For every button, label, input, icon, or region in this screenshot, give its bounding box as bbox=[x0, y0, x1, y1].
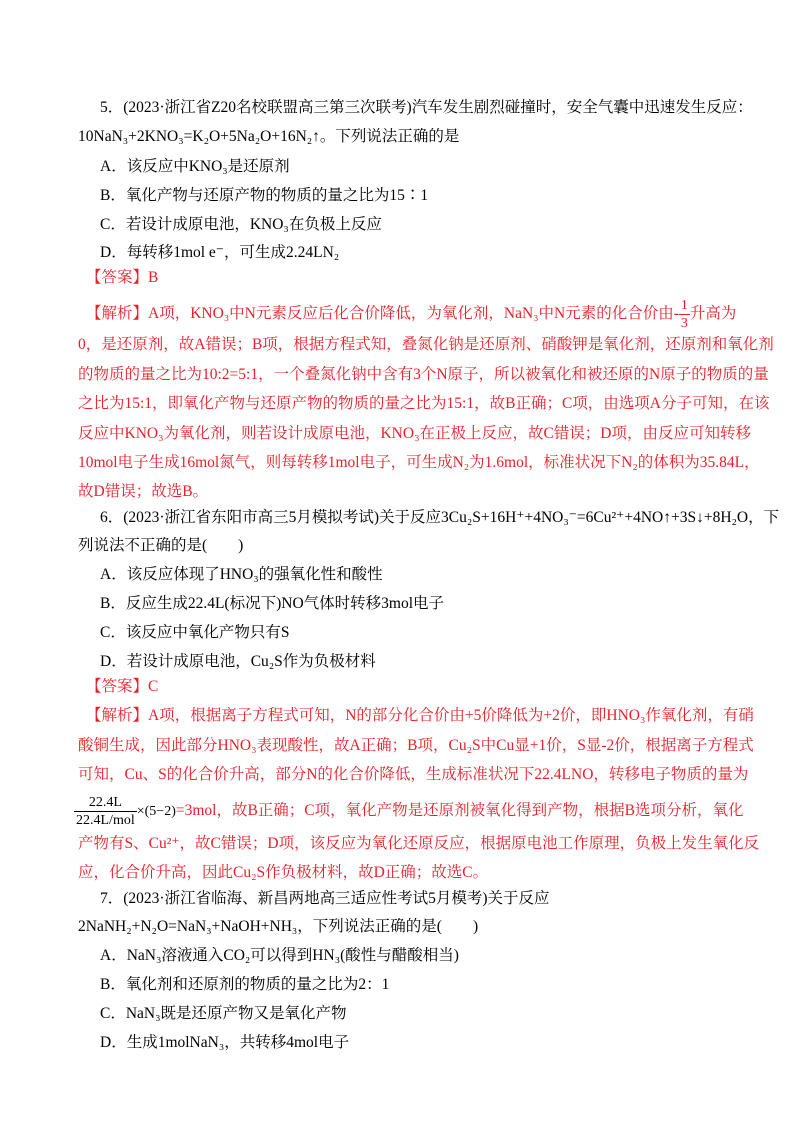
q6-fraction-denominator: 22.4L/mol bbox=[76, 813, 135, 828]
q6-analysis-line-6: 应，化合价升高，因此Cu₂S作负极材料，故D正确；故选C。 bbox=[78, 864, 489, 881]
q5-option-d: D．每转移1mol e⁻，可生成2.24LN₂ bbox=[100, 244, 340, 261]
q7-option-d: D．生成1molNaN₃，共转移4mol电子 bbox=[100, 1034, 350, 1051]
q6-option-a: A．该反应体现了HNO₃的强氧化性和酸性 bbox=[100, 566, 383, 583]
q6-multiplier: ×(5−2) bbox=[136, 804, 176, 820]
q6-analysis-text-4: =3mol，故B正确；C项，氧化产物是还原剂被氧化得到产物，根据B选项分析，氧化 bbox=[175, 802, 744, 820]
q6-option-c: C．该反应中氧化产物只有S bbox=[100, 624, 290, 641]
q5-analysis-line-2: 0，是还原剂，故A错误；B项，根据方程式知，叠氮化钠是还原剂、硝酸钾是氧化剂，还原剂和氧化剂 bbox=[78, 336, 774, 353]
q5-analysis-line-1 bbox=[86, 297, 736, 332]
q5-fraction bbox=[679, 297, 690, 332]
q5-fraction-denominator: 3 bbox=[680, 316, 688, 331]
q7-stem-line-1: 7．(2023·浙江省临海、新昌两地高三适应性考试5月模考)关于反应 bbox=[100, 890, 550, 907]
q5-analysis-line-7: 故D错误；故选B。 bbox=[78, 483, 209, 500]
q5-stem-line-2: 10NaN₃+2KNO₃=K₂O+5Na₂O+16N₂↑。下列说法正确的是 bbox=[78, 128, 460, 145]
q7-stem-line-2: 2NaNH₂+N₂O=NaN₃+NaOH+NH₃，下列说法正确的是( ) bbox=[78, 918, 479, 935]
q6-answer: 【答案】C bbox=[86, 678, 159, 695]
q7-option-a: A．NaN₃溶液通入CO₂可以得到HN₃(酸性与醋酸相当) bbox=[100, 947, 459, 964]
q6-analysis-line-1: 【解析】A项，根据离子方程式可知，N的部分化合价由+5价降低为+2价，即HNO₃作氧化剂，有硝 bbox=[86, 707, 754, 724]
q5-stem-line-1: 5．(2023·浙江省Z20名校联盟高三第三次联考)汽车发生剧烈碰撞时，安全气囊中迅速发生反应： bbox=[100, 99, 753, 116]
q6-analysis-line-3: 可知，Cu、S的化合价升高，部分N的化合价降低，生成标准状况下22.4LNO，转移电子物质的量为 bbox=[78, 766, 749, 783]
q5-analysis-line-6: 10mol电子生成16mol氮气，则每转移1mol电子，可生成N₂为1.6mol，标准状况下N₂的体积为35.84L， bbox=[78, 454, 760, 471]
q5-option-b: B．氧化产物与还原产物的物质的量之比为15∶1 bbox=[100, 187, 429, 204]
q5-analysis-text-1: 【解析】A项，KNO₃中N元素反应后化合价降低，为氧化剂，NaN₃中N元素的化合价由- bbox=[86, 305, 679, 323]
q5-answer: 【答案】B bbox=[86, 269, 159, 286]
q5-option-a: A．该反应中KNO₃是还原剂 bbox=[100, 158, 290, 175]
q6-stem-line-1: 6．(2023·浙江省东阳市高三5月模拟考试)关于反应3Cu₂S+16H⁺+4NO₃⁻=6Cu²⁺+4NO↑+3S↓+8H₂O，下 bbox=[100, 509, 780, 526]
q6-analysis-line-4 bbox=[74, 794, 743, 829]
q5-analysis-text-2: 升高为 bbox=[689, 305, 737, 323]
q7-option-b: B．氧化剂和还原剂的物质的量之比为2：1 bbox=[100, 976, 390, 993]
q5-analysis-line-4: 之比为15:1，即氧化产物与还原产物的物质的量之比为15:1，故B正确；C项，由选项A分子可知，在该 bbox=[78, 395, 770, 412]
q6-option-b: B．反应生成22.4L(标况下)NO气体时转移3mol电子 bbox=[100, 595, 445, 612]
q5-option-c: C．若设计成原电池，KNO₃在负极上反应 bbox=[100, 216, 382, 233]
q6-stem-line-2: 列说法不正确的是( ) bbox=[78, 537, 244, 554]
q6-option-d: D．若设计成原电池，Cu₂S作为负极材料 bbox=[100, 653, 376, 670]
q6-fraction-numerator: 22.4L bbox=[74, 794, 137, 812]
q5-fraction-numerator: 1 bbox=[680, 298, 688, 313]
q7-option-c: C．NaN₃既是还原产物又是氧化产物 bbox=[100, 1005, 347, 1022]
q6-fraction bbox=[74, 794, 137, 829]
q5-analysis-line-3: 的物质的量之比为10:2=5:1，一个叠氮化钠中含有3个N原子，所以被氧化和被还原的N原子的物质的量 bbox=[78, 366, 769, 383]
q5-analysis-line-5: 反应中KNO₃为氧化剂，则若设计成原电池，KNO₃在正极上反应，故C错误；D项，由反应可知转移 bbox=[78, 425, 752, 442]
q6-analysis-line-2: 酸铜生成，因此部分HNO₃表现酸性，故A正确；B项，Cu₂S中Cu显+1价，S显-2价，根据离子方程式 bbox=[78, 737, 754, 754]
q6-analysis-line-5: 产物有S、Cu²⁺，故C错误；D项，该反应为氧化还原反应，根据原电池工作原理，负极上发生氧化反 bbox=[78, 835, 760, 852]
